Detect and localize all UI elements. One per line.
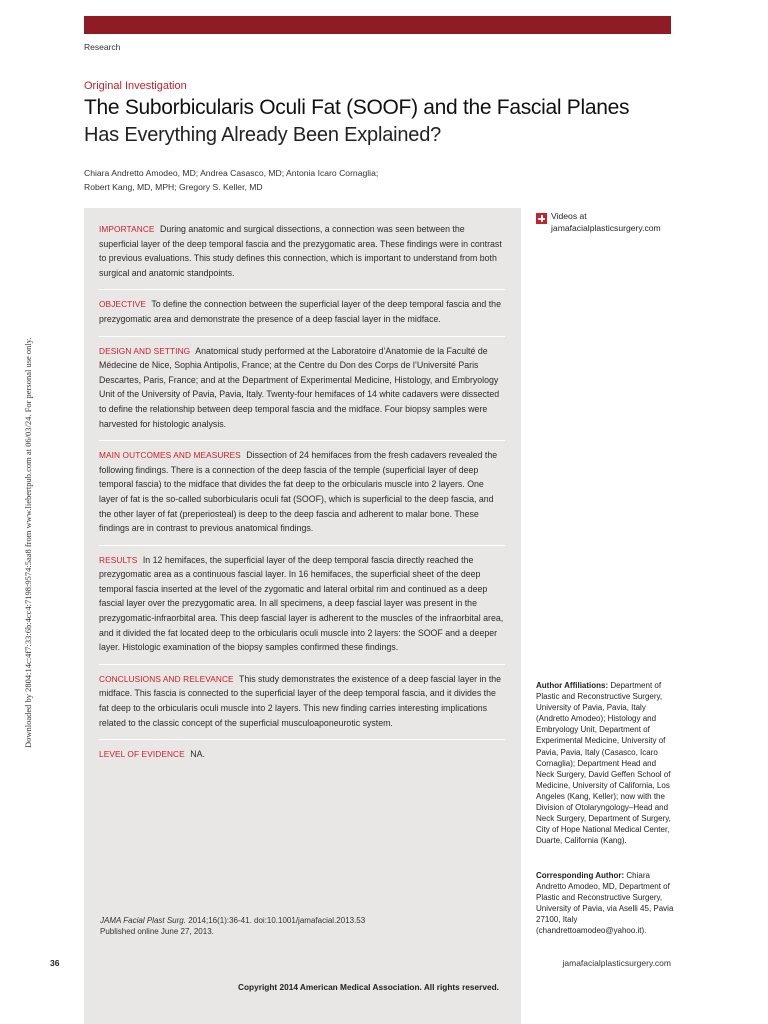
abstract-design-setting [99, 336, 505, 441]
page-number: 36 [50, 958, 60, 968]
abstract-heading: CONCLUSIONS AND RELEVANCE [99, 673, 234, 684]
abstract-level-of-evidence [99, 739, 505, 771]
citation-journal: JAMA Facial Plast Surg. [100, 916, 186, 925]
journal-header-bar [84, 16, 671, 34]
abstract-objective [99, 289, 505, 335]
author-affiliations [536, 680, 676, 846]
videos-site-link[interactable]: jamafacialplasticsurgery.com [551, 223, 661, 233]
article-subtitle: Has Everything Already Been Explained? [84, 124, 442, 146]
affiliations-heading: Author Affiliations: [536, 681, 609, 690]
article-title: The Suborbicularis Oculi Fat (SOOF) and the Fascial Planes [84, 96, 630, 119]
corresponding-text: Chiara Andretto Amodeo, MD, Department of Plastic and Reconstructive Surgery, University of Pavia, via Aselli 45, Pavia 27100, Italy (chandrettoamodeo@yahoo.it). [536, 871, 674, 936]
footer-site: jamafacialplasticsurgery.com [562, 958, 671, 968]
article-type: Original Investigation [84, 80, 187, 92]
abstract-importance [99, 222, 505, 289]
abstract-text: During anatomic and surgical dissections, a connection was seen between the superficial layer of the deep temporal fascia and the prezygomatic area. These findings were in contrast to previous evaluations. This study defines this connection, which is important to understand from both surgical and anatomic standpoints. [99, 224, 502, 278]
copyright-notice: Copyright 2014 American Medical Association. All rights reserved. [238, 982, 499, 992]
abstract-heading: LEVEL OF EVIDENCE [99, 749, 185, 760]
abstract-box [84, 208, 521, 1024]
corresponding-author [536, 870, 676, 937]
abstract-text: This study demonstrates the existence of a deep fascial layer in the midface. This fascia is connected to the superficial layer of the deep temporal fascia, and it divides the fat deep to the orbicularis oculi muscle into 2 layers. This new finding carries interesting implications related to the classic concept of the superficial musculoaponeurotic system. [99, 673, 502, 728]
abstract-text: In 12 hemifaces, the superficial layer of the deep temporal fascia directly reached the prezygomatic area as a continuous fascial layer. In 16 hemifaces, the superficial sheet of the deep temporal fascia inserted at the level of the zygomatic and lateral orbital rim and continued as a deep fascial layer over the prezygomatic area. In all specimens, a deep fascial layer was present in the prezygomatic-infraorbital area. This deep fascial layer is adherent to the muscles of the infraorbital area, and it divided the fat located deep to the orbicularis oculi muscle into 2 layers: the SOOF and a deeper layer. Histologic examination of the biopsy samples confirmed these findings. [99, 554, 504, 653]
download-watermark: Downloaded by 2804:14c:4f7:33:6b:4cc4:7198:9574:5aa8 from www.liebertpub.com at 06/03/24. For personal use only. [23, 337, 33, 748]
authors-line-2: Robert Kang, MD, MPH; Gregory S. Keller, MD [84, 181, 263, 192]
abstract-conclusions [99, 664, 505, 739]
abstract-heading: RESULTS [99, 554, 138, 565]
abstract-heading: MAIN OUTCOMES AND MEASURES [99, 450, 241, 461]
affiliations-text: Department of Plastic and Reconstructive Surgery, University of Pavia, Pavia, Italy (Andretto Amodeo); Histology and Embryology Unit, Department of Experimental Medicine, University of Pavia, Pavia, Italy (Casasco, Icaro Cornaglia); Department Head and Neck Surgery, David Geffen School of Medicine, University of California, Los Angeles (Kang, Keller); now with the Division of Otolaryngology–Head and Neck Surgery, Department of Surgery, City of Hope National Medical Center, Duarte, California (Kang). [536, 681, 671, 846]
author-list [84, 167, 404, 194]
abstract-text: NA. [190, 749, 205, 760]
corresponding-heading: Corresponding Author: [536, 871, 625, 880]
plus-icon [536, 213, 547, 224]
section-label: Research [84, 42, 121, 52]
abstract-heading: DESIGN AND SETTING [99, 345, 191, 356]
citation [100, 915, 500, 937]
abstract-text: Anatomical study performed at the Laboratoire d’Anatomie de la Faculté de Médecine de Nice, Sophia Antipolis, France; at the Centre du Don des Corps de l’Université Paris Descartes, Paris, France; and at the Department of Experimental Medicine, Histology, and Embryology Unit of the University of Pavia, Pavia, Italy. Twenty-four hemifaces of 14 white cadavers were dissected to define the relationship between deep temporal fascia and the midface. Four biopsy samples were harvested for histologic analysis. [99, 345, 500, 429]
videos-label: Videos at [551, 211, 587, 221]
abstract-text: Dissection of 24 hemifaces from the fresh cadavers revealed the following findings. There is a connection of the deep fascia of the temple (superficial layer of deep temporal fascia) to the midface that divides the fat deep to the orbicularis muscle into 2 layers. One layer of fat is the so-called suborbicularis oculi fat (SOOF), which is superficial to the deep fascia, and the other layer of fat (preperiosteal) is deep to the deep fascia and adherent to malar bone. These findings are in contrast to previous anatomical findings. [99, 450, 498, 534]
abstract-outcomes [99, 440, 505, 545]
citation-details: 2014;16(1):36-41. doi:10.1001/jamafacial.2013.53 [188, 916, 366, 925]
citation-published: Published online June 27, 2013. [100, 927, 214, 936]
abstract-heading: IMPORTANCE [99, 224, 155, 234]
abstract-results [99, 545, 505, 664]
abstract-text: To define the connection between the superficial layer of the deep temporal fascia and the prezygomatic area and demonstrate the presence of a deep fascial layer in the midface. [99, 299, 501, 324]
abstract-heading: OBJECTIVE [99, 299, 147, 310]
authors-line-1: Chiara Andretto Amodeo, MD; Andrea Casasco, MD; Antonia Icaro Cornaglia; [84, 168, 379, 178]
